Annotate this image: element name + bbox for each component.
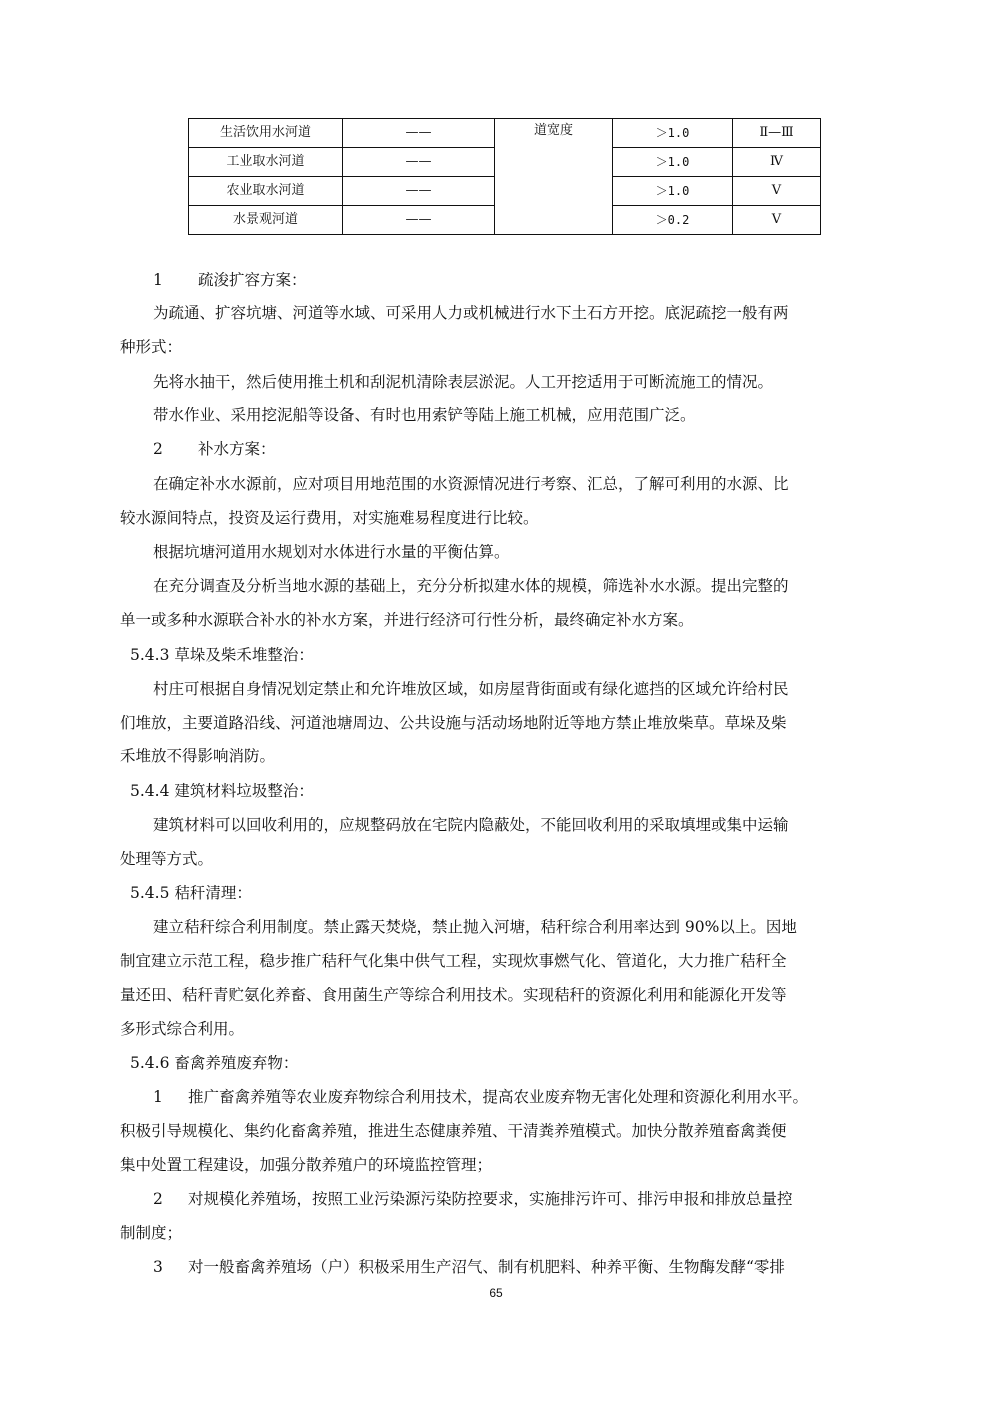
- section-heading: 5.4.3 草垛及柴禾堆整治：: [130, 646, 314, 664]
- table-cell: ——: [343, 177, 495, 206]
- page-number: 65: [489, 1286, 503, 1300]
- list-number: 1: [153, 1088, 163, 1106]
- paragraph-text: 带水作业、采用挖泥船等设备、有时也用索铲等陆上施工机械，应用范围广泛。: [153, 406, 696, 424]
- paragraph-text: 对一般畜禽养殖场（户）积极采用生产沼气、制有机肥料、种养平衡、生物酶发酵“零排: [188, 1258, 785, 1276]
- paragraph-text: 禾堆放不得影响消防。: [120, 747, 276, 765]
- table-cell: Ⅳ: [733, 148, 821, 177]
- paragraph-text: 村庄可根据自身情况划定禁止和允许堆放区域，如房屋背街面或有绿化遮挡的区域允许给村民: [153, 680, 789, 698]
- table-cell: 工业取水河道: [189, 148, 343, 177]
- paragraph-text: 多形式综合利用。: [120, 1020, 245, 1038]
- paragraph-text: 推广畜禽养殖等农业废弃物综合利用技术，提高农业废弃物无害化处理和资源化利用水平。: [188, 1088, 809, 1106]
- paragraph-text: 为疏通、扩容坑塘、河道等水域、可采用人力或机械进行水下土石方开挖。底泥疏挖一般有两: [153, 304, 789, 322]
- section-heading: 5.4.4 建筑材料垃圾整治：: [130, 782, 314, 800]
- paragraph-text: 对规模化养殖场，按照工业污染源污染防控要求，实施排污许可、排污申报和排放总量控: [188, 1190, 793, 1208]
- table-cell: Ⅴ: [733, 206, 821, 235]
- list-number: 2: [153, 440, 163, 458]
- paragraph-text: 量还田、秸秆青贮氨化养畜、食用菌生产等综合利用技术。实现秸秆的资源化利用和能源化开发等: [120, 986, 787, 1004]
- paragraph-text: 制制度；: [120, 1224, 183, 1242]
- table-cell: Ⅱ—Ⅲ: [733, 119, 821, 148]
- paragraph-text: 在充分调查及分析当地水源的基础上，充分分析拟建水体的规模，筛选补水水源。提出完整的: [153, 577, 789, 595]
- table-cell: 水景观河道: [189, 206, 343, 235]
- paragraph-text: 集中处置工程建设，加强分散养殖户的环境监控管理；: [120, 1156, 493, 1174]
- section-heading: 补水方案：: [198, 440, 276, 458]
- table-row: [189, 119, 821, 148]
- table-cell: ＞1.0: [613, 177, 733, 206]
- table-cell: ＞1.0: [613, 119, 733, 148]
- paragraph-text: 单一或多种水源联合补水的补水方案，并进行经济可行性分析，最终确定补水方案。: [120, 611, 694, 629]
- table-cell: ——: [343, 119, 495, 148]
- paragraph-text: 种形式：: [120, 338, 183, 356]
- table-cell: ＞0.2: [613, 206, 733, 235]
- table-cell: ＞1.0: [613, 148, 733, 177]
- table-cell: 农业取水河道: [189, 177, 343, 206]
- list-number: 3: [153, 1258, 163, 1276]
- paragraph-text: 积极引导规模化、集约化畜禽养殖，推进生态健康养殖、干清粪养殖模式。加快分散养殖畜禽粪便: [120, 1122, 787, 1140]
- table-cell: 生活饮用水河道: [189, 119, 343, 148]
- paragraph-text: 在确定补水水源前，应对项目用地范围的水资源情况进行考察、汇总，了解可利用的水源、比: [153, 475, 789, 493]
- water-requirements-table: [188, 118, 821, 235]
- paragraph-text: 较水源间特点，投资及运行费用，对实施难易程度进行比较。: [120, 509, 539, 527]
- list-number: 1: [153, 271, 163, 289]
- paragraph-text: 先将水抽干，然后使用推土机和刮泥机清除表层淤泥。人工开挖适用于可断流施工的情况。: [153, 373, 774, 391]
- section-heading: 5.4.6 畜禽养殖废弃物：: [130, 1054, 299, 1072]
- table-cell: ——: [343, 148, 495, 177]
- section-heading: 5.4.5 秸秆清理：: [130, 884, 252, 902]
- paragraph-text: 建筑材料可以回收利用的，应规整码放在宅院内隐蔽处，不能回收利用的采取填埋或集中运输: [153, 816, 789, 834]
- paragraph-text: 根据坑塘河道用水规划对水体进行水量的平衡估算。: [153, 543, 510, 561]
- paragraph-text: 处理等方式。: [120, 850, 214, 868]
- section-heading: 疏浚扩容方案：: [198, 271, 307, 289]
- paragraph-text: 建立秸秆综合利用制度。禁止露天焚烧，禁止抛入河塘，秸秆综合利用率达到 90%以上。因地: [153, 918, 797, 936]
- list-number: 2: [153, 1190, 163, 1208]
- paragraph-text: 们堆放，主要道路沿线、河道池塘周边、公共设施与活动场地附近等地方禁止堆放柴草。草垛及柴: [120, 714, 787, 732]
- table-cell: Ⅴ: [733, 177, 821, 206]
- table-cell: ——: [343, 206, 495, 235]
- table-merged-cell: 道宽度: [495, 119, 613, 235]
- paragraph-text: 制宜建立示范工程，稳步推广秸秆气化集中供气工程，实现炊事燃气化、管道化，大力推广秸秆全: [120, 952, 787, 970]
